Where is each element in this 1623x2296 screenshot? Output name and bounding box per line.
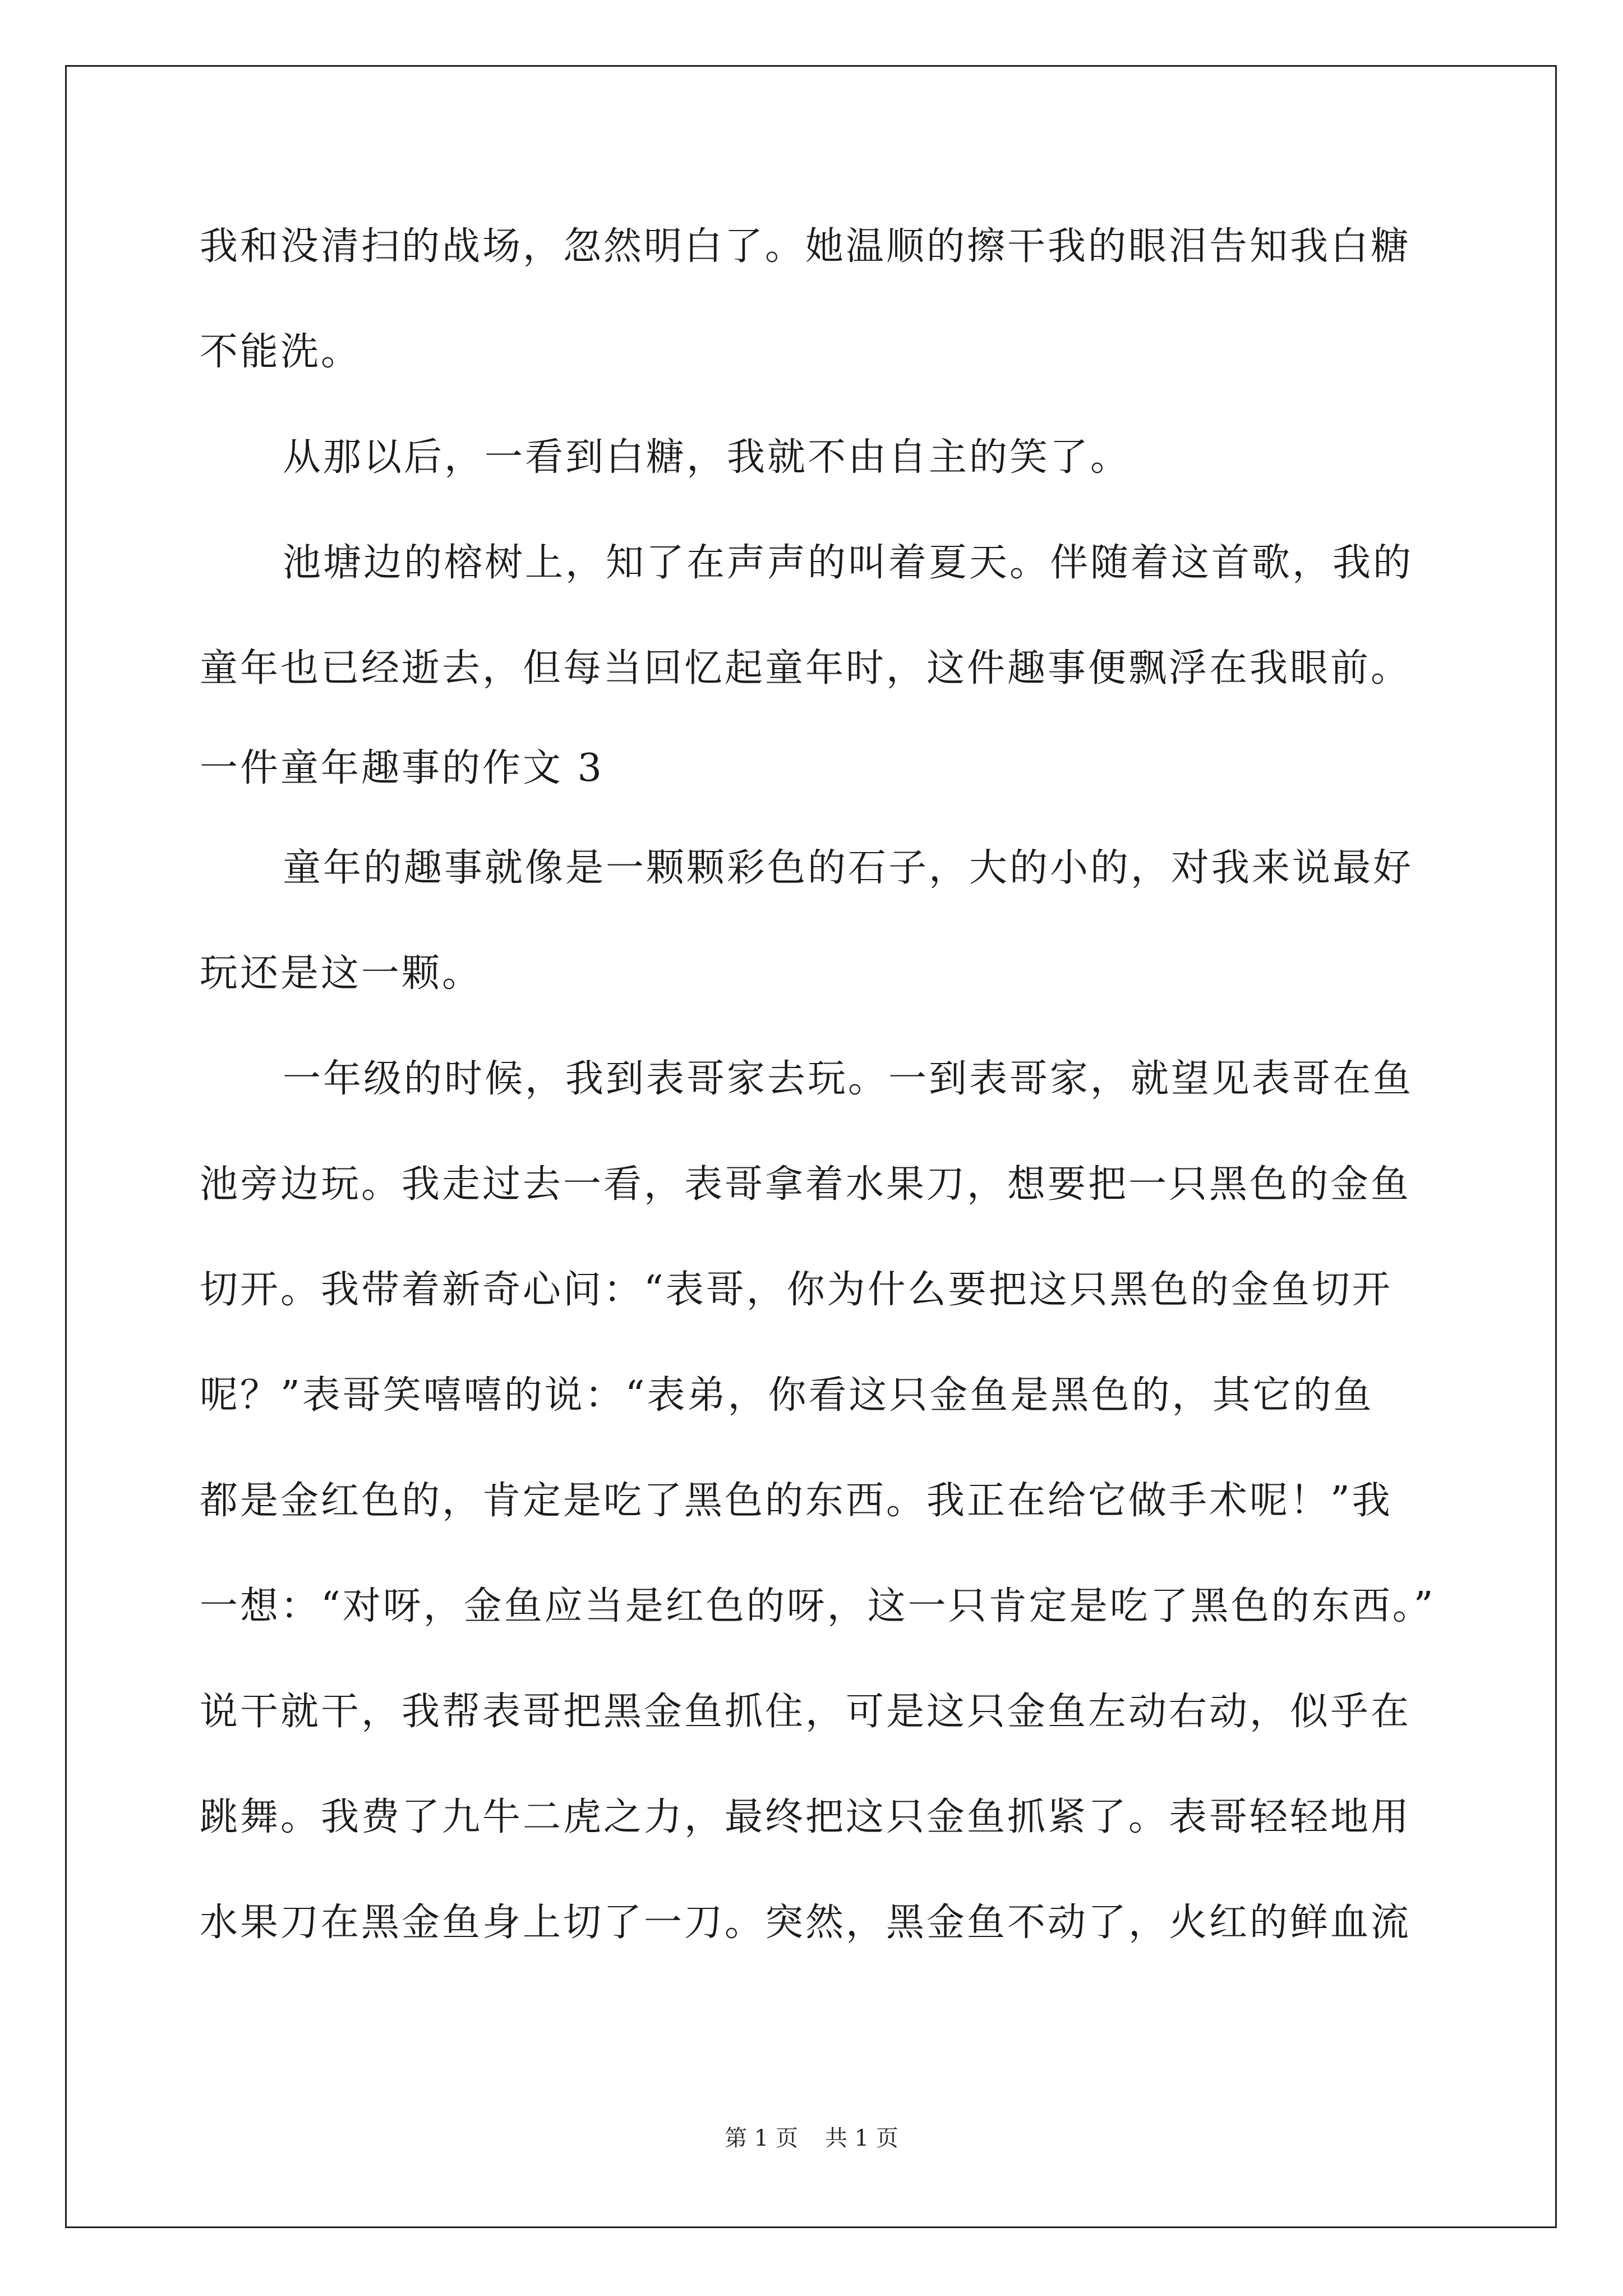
text-line: 玩还是这一颗。 xyxy=(200,951,483,996)
text-line: 池旁边玩。我走过去一看，表哥拿着水果刀，想要把一只黑色的金鱼 xyxy=(200,1162,1412,1207)
text-line: 都是金红色的，肯定是吃了黑色的东西。我正在给它做手术呢！”我 xyxy=(200,1479,1393,1523)
paragraph-start: 池塘边的榕树上，知了在声声的叫着夏天。伴随着这首歌，我的 xyxy=(283,541,1414,585)
page-number: 第 1 页 xyxy=(725,2125,798,2151)
page-total: 共 1 页 xyxy=(825,2125,898,2151)
text-line: 跳舞。我费了九牛二虎之力，最终把这只金鱼抓紧了。表哥轻轻地用 xyxy=(200,1795,1412,1839)
paragraph-start: 童年的趣事就像是一颗颗彩色的石子，大的小的，对我来说最好 xyxy=(283,846,1414,890)
text-line: 我和没清扫的战场，忽然明白了。她温顺的擦干我的眼泪告知我白糖 xyxy=(200,224,1412,269)
section-heading: 一件童年趣事的作文 3 xyxy=(200,746,604,790)
text-line: 切开。我带着新奇心问：“表哥，你为什么要把这只黑色的金鱼切开 xyxy=(200,1268,1393,1312)
text-line: 说干就干，我帮表哥把黑金鱼抓住，可是这只金鱼左动右动，似乎在 xyxy=(200,1690,1412,1734)
text-line: 呢？”表哥笑嘻嘻的说：“表弟，你看这只金鱼是黑色的，其它的鱼 xyxy=(200,1373,1374,1418)
paragraph-start: 从那以后，一看到白糖，我就不由自主的笑了。 xyxy=(283,435,1131,480)
paragraph-start: 一年级的时候，我到表哥家去玩。一到表哥家，就望见表哥在鱼 xyxy=(283,1057,1414,1101)
page-footer xyxy=(0,2122,1623,2155)
text-line: 一想：“对呀，金鱼应当是红色的呀，这一只肯定是吃了黑色的东西。” xyxy=(200,1584,1436,1628)
text-line: 水果刀在黑金鱼身上切了一刀。突然，黑金鱼不动了，火红的鲜血流 xyxy=(200,1901,1412,1945)
text-line: 童年也已经逝去，但每当回忆起童年时，这件趣事便飘浮在我眼前。 xyxy=(200,646,1412,691)
text-line: 不能洗。 xyxy=(200,330,362,374)
